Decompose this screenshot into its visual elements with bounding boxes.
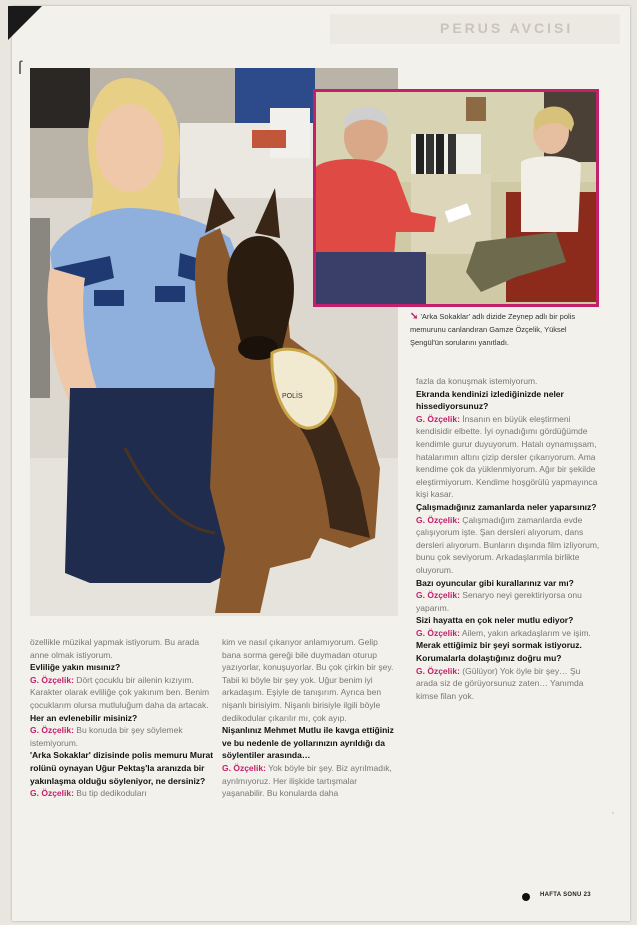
answer-text: İnsanın en büyük eleştirmeni kendisidir elbette. İyi oynadığımı gördüğümde kendimle gurur duyuyorum. Hatalı oynamışsam, hatalarımın altını çizip dersler çıkarıyorum. Ama kendime çok da yüklenmiyorum. Ağır bir şekilde eleştirmiyorum. Kendime hoşgörülü yapmayınca kişi kasar. — [416, 413, 598, 500]
caption-arrow-icon: ➘ — [410, 311, 419, 322]
interview-question: Bazı oyuncular gibi kurallarınız var mı? — [416, 577, 574, 588]
interview-question: Merak ettiğimiz bir şeyi sormak istiyoruz. Korumalarla dolaştığınız doğru mu? — [416, 640, 582, 664]
speaker-name: G. Özçelik: — [222, 762, 266, 773]
interview-question: Çalışmadığınız zamanlarda neler yaparsınız? — [416, 501, 597, 512]
answer-text: Senaryo neyi gerektiriyorsa onu yaparım. — [416, 590, 582, 613]
inset-photo — [313, 89, 599, 307]
body-text: özellikle müzikal yapmak istiyorum. Bu arada anne olmak istiyorum. — [30, 637, 200, 660]
interview-question: Sizi hayatta en çok neler mutlu ediyor? — [416, 615, 574, 626]
interview-answer — [416, 589, 600, 614]
page-folio: HAFTA SONU 23 — [540, 892, 591, 898]
interview-question: Evliliğe yakın mısınız? — [30, 662, 121, 673]
speaker-name: G. Özçelik: — [416, 590, 460, 601]
speaker-name: G. Özçelik: — [416, 413, 460, 424]
interview-answer — [222, 762, 398, 800]
side-mark: ‚ — [612, 806, 614, 815]
interview-question: Her an evlenebilir misiniz? — [30, 712, 138, 723]
speaker-name: G. Özçelik: — [30, 725, 74, 736]
answer-text: Bu tip dedikoduları — [73, 788, 147, 799]
caption-text: 'Arka Sokaklar' adlı dizide Zeynep adlı bir polis memurunu canlandıran Gamze Özçelik, Yüksel Şengül'ün sorularını yanıtladı. — [410, 312, 576, 347]
text-column-1 — [30, 636, 214, 800]
dog-vest-patch: POLİS — [282, 393, 303, 400]
answer-text: Çalışmadığım zamanlarda evde çalışıyorum işte. Şan dersleri alıyorum, dans dersleri alıyorum. Bunların dışında film izliyorum, bunu çok seviyorum. Arkadaşlarımla birlikte oluyorum. — [416, 514, 600, 575]
interview-question: 'Arka Sokaklar' dizisinde polis memuru Murat rolünü oynayan Uğur Pektaş'la aranızda bir yakınlaşma olduğu söyleniyor, ne dersiniz? — [30, 750, 214, 786]
photo-caption — [410, 310, 600, 349]
margin-mark: ſ — [18, 58, 22, 78]
answer-text: Ailem, yakın arkadaşlarım ve işim. — [459, 627, 591, 638]
speaker-name: G. Özçelik: — [30, 674, 74, 685]
interview-question: Ekranda kendinizi izlediğinizde neler hissediyorsunuz? — [416, 388, 564, 412]
text-column-3 — [416, 375, 600, 702]
interview-answer — [30, 724, 214, 749]
body-text: kim ve nasıl çıkarıyor anlamıyorum. Gelip bana sorma gereği bile duymadan oturup yazıyorlar, konuşuyorlar. Bu çok çirkin bir şey. Tabii ki böyle bir şey yok. Uğur benim iyi arkadaşım. Eşiyle de tanışırım. Ayrıca ben nişanlı birisiyim. Nişanlı birisiyle ilgili böyle dedikodular çıkarılır mı, çok ayıp. — [222, 637, 394, 723]
answer-text: Bu konuda bir şey söylemek istemiyorum. — [30, 725, 183, 748]
interview-answer — [416, 627, 600, 640]
interview-question: Nişanlınız Mehmet Mutlu ile kavga ettiğiniz ve bu nedenle de yollarınızın ayrıldığı da söylentiler arasında… — [222, 725, 394, 761]
speaker-name: G. Özçelik: — [30, 788, 74, 799]
text-column-2 — [222, 636, 398, 800]
speaker-name: G. Özçelik: — [416, 627, 460, 638]
speaker-name: G. Özçelik: — [416, 514, 460, 525]
page-corner-mark — [8, 6, 42, 40]
interview-answer — [30, 674, 214, 712]
interview-answer — [30, 787, 214, 800]
body-text: fazla da konuşmak istemiyorum. — [416, 376, 538, 386]
ghost-heading: PERUS AVCISI — [440, 20, 574, 36]
inset-photo-illustration — [316, 92, 596, 304]
end-mark-icon — [522, 893, 530, 901]
answer-text: Dört çocuklu bir ailenin kızıyım. Karakter olarak evliliğe çok yakınım ben. Benim çocuklarım olursa mutluluğum daha da artacak. — [30, 674, 210, 710]
answer-text: (Gülüyor) Yok öyle bir şey… Şu arada siz de görüyorsunuz zaten… Yanımda kimse filan yok. — [416, 665, 584, 701]
speaker-name: G. Özçelik: — [416, 665, 460, 676]
interview-answer — [416, 413, 600, 501]
interview-answer — [416, 665, 600, 703]
interview-answer — [416, 514, 600, 577]
answer-text: Yok böyle bir şey. Biz ayrılmadık, ayrılmıyoruz. Her ilişkide tartışmalar yaşanabilir. Bu konularda daha — [222, 762, 392, 799]
